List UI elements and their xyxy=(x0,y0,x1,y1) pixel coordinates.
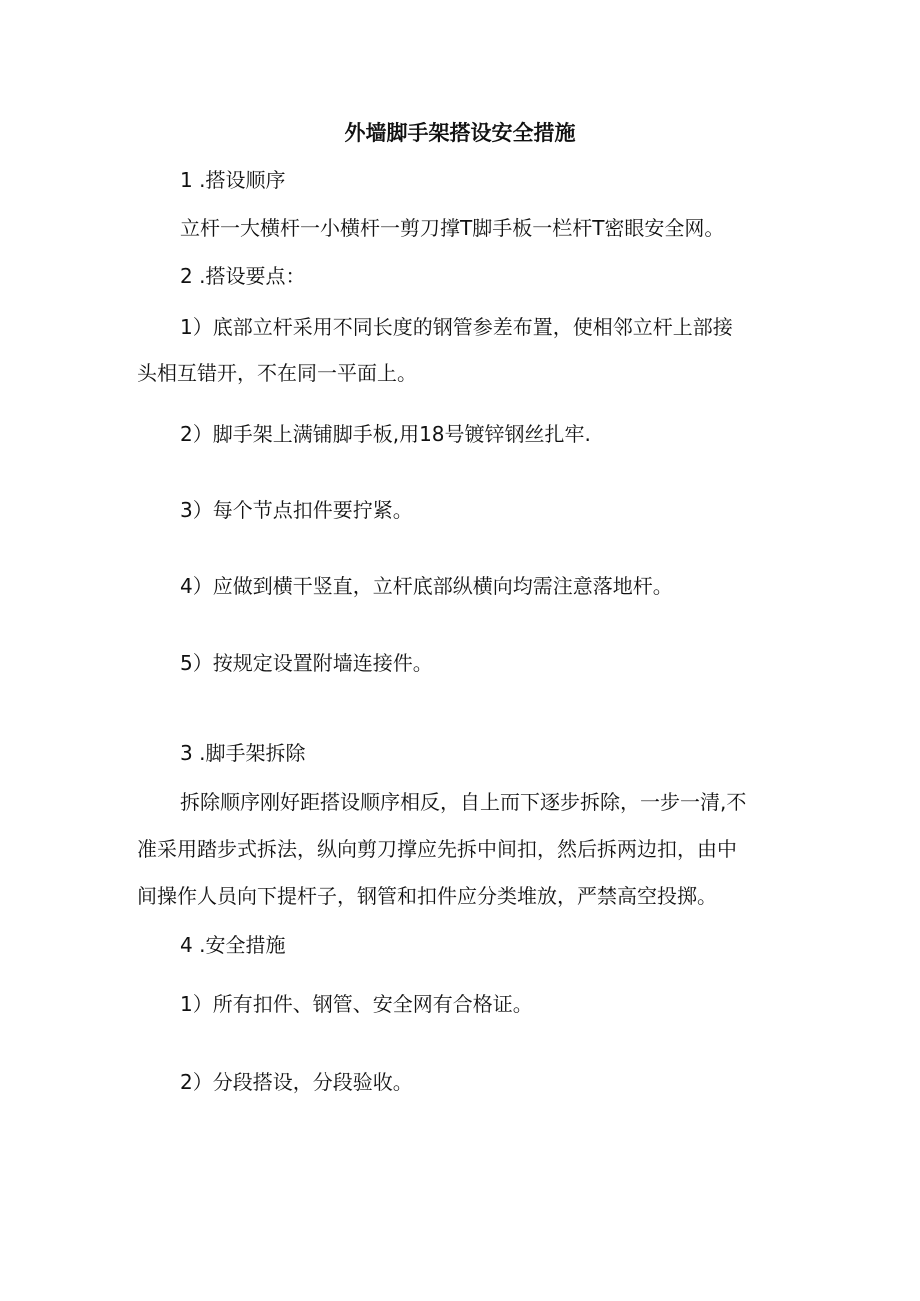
section-4-heading: 4 .安全措施 xyxy=(180,933,286,957)
section-2-item-5: 5）按规定设置附墙连接件。 xyxy=(180,651,433,675)
section-3-body-line-1: 拆除顺序刚好距搭设顺序相反，自上而下逐步拆除，一步一清,不 xyxy=(180,790,747,814)
section-3-heading: 3 .脚手架拆除 xyxy=(180,741,306,765)
section-2-item-1-line-2: 头相互错开，不在同一平面上。 xyxy=(137,361,417,385)
section-4-item-2: 2）分段搭设，分段验收。 xyxy=(180,1070,413,1094)
section-1-body: 立杆一大横杆一小横杆一剪刀撑T脚手板一栏杆T密眼安全网。 xyxy=(180,216,725,240)
section-2-item-1-line-1: 1）底部立杆采用不同长度的钢管参差布置，使相邻立杆上部接 xyxy=(180,315,733,339)
document-title: 外墙脚手架搭设安全措施 xyxy=(344,121,576,145)
section-2-item-3: 3）每个节点扣件要拧紧。 xyxy=(180,498,413,522)
section-2-item-4: 4）应做到横干竖直，立杆底部纵横向均需注意落地杆。 xyxy=(180,574,673,598)
section-1-heading: 1 .搭设顺序 xyxy=(180,168,286,192)
section-3-body-line-3: 间操作人员向下提杆子，钢管和扣件应分类堆放，严禁高空投掷。 xyxy=(137,884,717,908)
section-2-item-2: 2）脚手架上满铺脚手板,用18号镀锌钢丝扎牢. xyxy=(180,422,591,446)
section-4-item-1: 1）所有扣件、钢管、安全网有合格证。 xyxy=(180,992,533,1016)
section-2-heading: 2 .搭设要点： xyxy=(180,264,306,288)
section-3-body-line-2: 准采用踏步式拆法，纵向剪刀撑应先拆中间扣，然后拆两边扣，由中 xyxy=(137,837,737,861)
